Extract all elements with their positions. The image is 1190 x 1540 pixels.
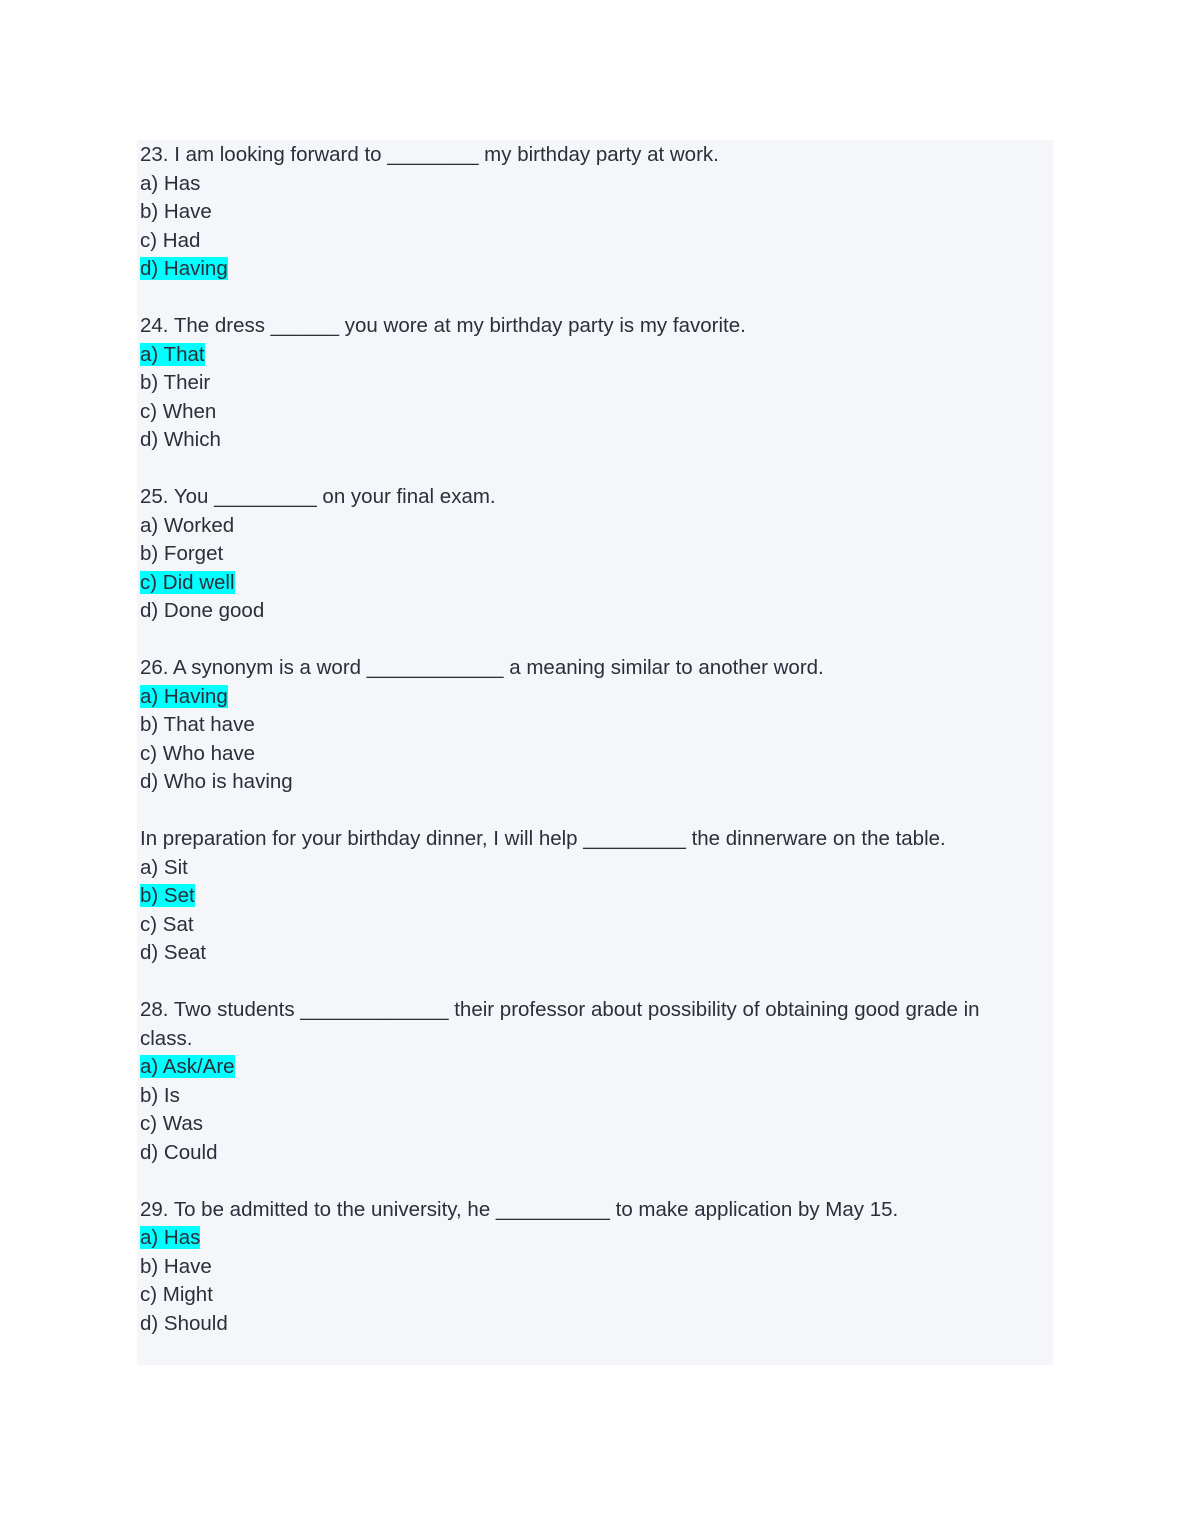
option-label: a) Sit bbox=[140, 855, 188, 879]
option-label: b) Set bbox=[140, 884, 195, 907]
option-label: a) Having bbox=[140, 684, 228, 708]
question-block bbox=[140, 825, 1030, 968]
option-label: b) Forget bbox=[140, 542, 224, 565]
option-label: c) Might bbox=[140, 1283, 213, 1306]
answer-option bbox=[140, 597, 1030, 626]
option-label: d) Done good bbox=[140, 599, 265, 622]
answer-option bbox=[140, 1139, 1030, 1168]
answer-option bbox=[140, 198, 1030, 227]
option-label: d) Having bbox=[140, 257, 228, 280]
option-label: d) Should bbox=[140, 1311, 228, 1335]
question-block bbox=[140, 1196, 1030, 1339]
option-label: b) Have bbox=[140, 200, 212, 223]
answer-option bbox=[140, 540, 1030, 569]
question-text: 23. I am looking forward to ________ my birthday party at work. bbox=[140, 143, 719, 166]
answer-option-highlighted bbox=[140, 882, 1030, 911]
answer-option bbox=[140, 1082, 1030, 1111]
option-label: c) Sat bbox=[140, 912, 194, 936]
question-text: 26. A synonym is a word ____________ a meaning similar to another word. bbox=[140, 656, 824, 679]
answer-option bbox=[140, 426, 1030, 455]
option-label: c) Had bbox=[140, 228, 201, 252]
option-label: d) Could bbox=[140, 1140, 218, 1164]
answer-option-highlighted bbox=[140, 683, 1030, 712]
question-text: 24. The dress ______ you wore at my birthday party is my favorite. bbox=[140, 314, 746, 337]
question-text: 29. To be admitted to the university, he __________ to make application by May 15. bbox=[140, 1197, 899, 1221]
option-label: d) Which bbox=[140, 428, 221, 451]
option-label: d) Seat bbox=[140, 941, 207, 964]
question-block bbox=[140, 654, 1030, 797]
answer-option-highlighted bbox=[140, 1224, 1030, 1253]
option-label: c) When bbox=[140, 399, 217, 423]
answer-option bbox=[140, 768, 1030, 797]
option-label: d) Who is having bbox=[140, 770, 293, 793]
option-label: c) Did well bbox=[140, 570, 235, 594]
answer-option bbox=[140, 1110, 1030, 1139]
answer-option bbox=[140, 740, 1030, 769]
question-list bbox=[140, 141, 1030, 1367]
option-label: a) That bbox=[140, 342, 205, 366]
option-label: c) Who have bbox=[140, 741, 256, 765]
answer-option bbox=[140, 398, 1030, 427]
answer-option bbox=[140, 170, 1030, 199]
option-label: b) Their bbox=[140, 371, 211, 394]
answer-option bbox=[140, 512, 1030, 541]
option-label: b) Have bbox=[140, 1254, 212, 1278]
answer-option bbox=[140, 854, 1030, 883]
question-block bbox=[140, 312, 1030, 455]
option-label: b) Is bbox=[140, 1083, 180, 1107]
answer-option-highlighted bbox=[140, 341, 1030, 370]
answer-option bbox=[140, 1281, 1030, 1310]
question-block bbox=[140, 483, 1030, 626]
answer-option-highlighted bbox=[140, 1053, 1030, 1082]
question-block bbox=[140, 141, 1030, 284]
answer-option bbox=[140, 1310, 1030, 1339]
question-block bbox=[140, 996, 1030, 1167]
option-label: c) Was bbox=[140, 1112, 204, 1135]
answer-option bbox=[140, 711, 1030, 740]
answer-option bbox=[140, 1253, 1030, 1282]
question-text: 28. Two students _____________ their professor about possibility of obtaining good grade in class. bbox=[140, 998, 986, 1050]
option-label: b) That have bbox=[140, 713, 255, 736]
question-text: In preparation for your birthday dinner, I will help _________ the dinnerware on the table. bbox=[140, 827, 946, 850]
answer-option bbox=[140, 939, 1030, 968]
option-label: a) Ask/Are bbox=[140, 1055, 235, 1078]
question-text: 25. You _________ on your final exam. bbox=[140, 485, 496, 508]
answer-option-highlighted bbox=[140, 569, 1030, 598]
answer-option bbox=[140, 911, 1030, 940]
answer-option bbox=[140, 227, 1030, 256]
answer-option-highlighted bbox=[140, 255, 1030, 284]
option-label: a) Has bbox=[140, 171, 201, 195]
answer-option bbox=[140, 369, 1030, 398]
option-label: a) Has bbox=[140, 1226, 201, 1249]
option-label: a) Worked bbox=[140, 513, 235, 537]
